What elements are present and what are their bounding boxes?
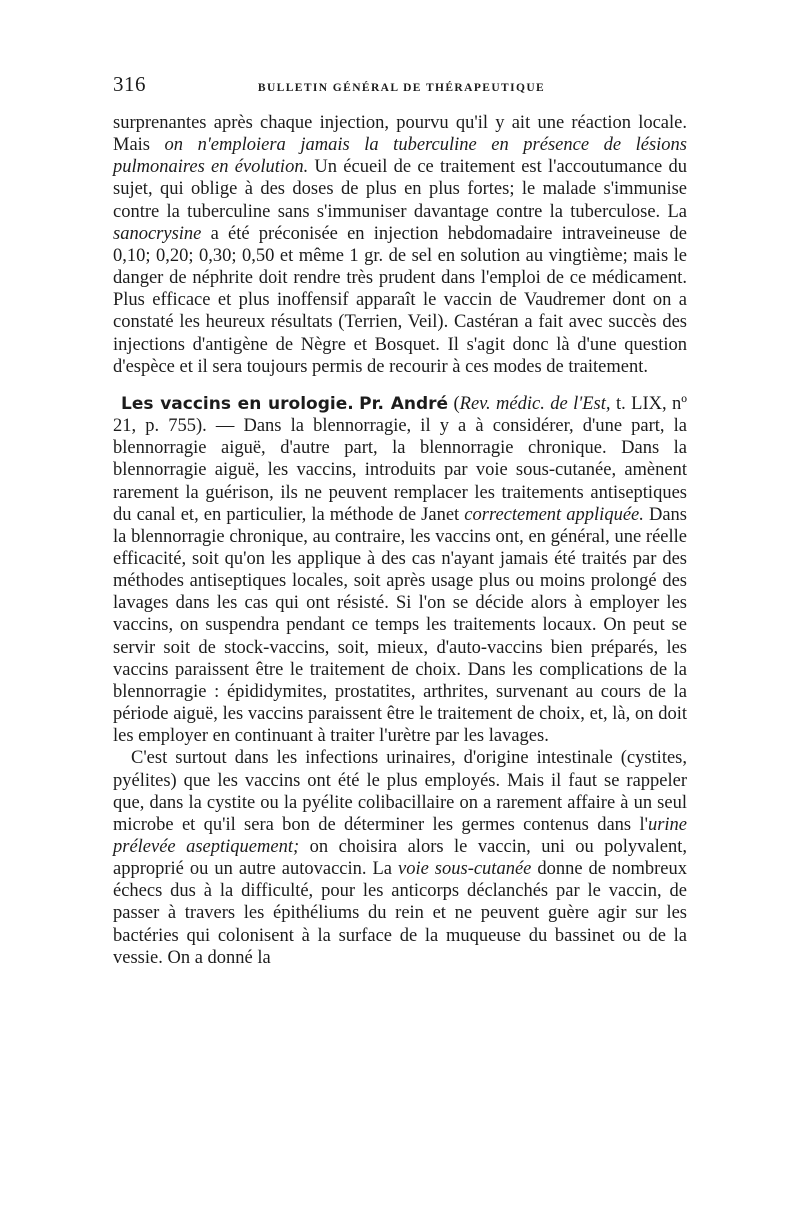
author-name: Pr. André bbox=[359, 393, 449, 414]
running-title: BULLETIN GÉNÉRAL DE THÉRAPEUTIQUE bbox=[257, 82, 546, 94]
paragraph-urinary-infections bbox=[113, 747, 687, 969]
text-run: Un écueil de ce traitement est l'accoutumance du sujet, qui oblige à des doses de plus en plus fortes; le malade s'immunise contre la tuberculine sans s'immuniser davantage contre la tuberculose. La bbox=[113, 157, 687, 222]
body-text bbox=[113, 112, 687, 969]
italic-run: on n'emploiera jamais la tuberculine en présence de lésions pulmonaires en évolution. bbox=[113, 135, 687, 178]
page-number: 316 bbox=[113, 72, 146, 96]
italic-run: correctement appliquée. bbox=[464, 504, 644, 525]
italic-run: urine prélevée aseptiquement; bbox=[113, 814, 687, 857]
journal-citation: Rev. médic. de l'Est, bbox=[459, 393, 611, 414]
text-run: C'est surtout dans les infections urinaires, d'origine intestinale (cystites, pyélites) que les vaccins ont été le plus employés. Mais il faut se rappeler que, dans la cystite ou la pyélite colibacillaire on a rarement affaire à un seul microbe et qu'il sera bon de déterminer les germes contenus dans l' bbox=[113, 748, 687, 835]
paragraph-urology-vaccines bbox=[113, 393, 687, 748]
text-run: ( bbox=[448, 393, 460, 414]
running-head bbox=[113, 72, 687, 97]
italic-run: voie sous-cutanée bbox=[398, 859, 532, 880]
text-run: surprenantes après chaque injection, pourvu qu'il y ait une réaction locale. Mais bbox=[113, 113, 687, 156]
text-run: Dans la blennorragie chronique, au contraire, les vaccins ont, en général, une réelle efficacité, soit qu'on les applique à des cas n'ayant jamais été traités par des méthodes antiseptiques locales, soit après usage plus ou moins prolongé des lavages dans les cas qui ont résisté. Si l'on se décide alors à employer les vaccins, on suspendra pendant ce temps les traitements locaux. On peut se servir soit de stock-vaccins, soit, mieux, d'auto-vaccins bien préparés, les vaccins paraissent être le traitement de choix. Dans les complications de la blennorragie : épididymites, prostatites, arthrites, survenant au cours de la période aiguë, les vaccins paraissent être le traitement de choix, et, là, on doit les employer en continuant à traiter l'urètre par les lavages. bbox=[113, 504, 687, 747]
text-run: donne de nombreux échecs dus à la difficulté, pour les anticorps déclanchés par le vaccin, de passer à travers les épithéliums du rein et ne peuvent guère agir sur les bactéries qui colonisent à la surface de la muqueuse du bassinet ou de la vessie. On a donné la bbox=[113, 859, 687, 968]
italic-run: sanocrysine bbox=[113, 223, 202, 244]
text-run: a été préconisée en injection hebdomadaire intraveineuse de 0,10; 0,20; 0,30; 0,50 et même 1 gr. de sel en solution au vingtième; mais le danger de néphrite doit rendre très prudent dans l'emploi de ce médicament. Plus efficace et plus inoffensif apparaît le vaccin de Vaudremer dont on a constaté les heureux résultats (Terrien, Veil). Castéran a fait avec succès des injections d'antigène de Nègre et Bosquet. Il s'agit donc là d'une question d'espèce et il sera toujours permis de recourir à ces modes de traitement. bbox=[113, 223, 687, 377]
text-run: on choisira alors le vaccin, uni ou polyvalent, approprié ou un autre autovaccin. La bbox=[113, 837, 687, 880]
text-run: t. LIX, nº 21, p. 755). — Dans la blennorragie, il y a à considérer, d'une part, la blennorragie aiguë, d'autre part, la blennorragie chronique. Dans la blennorragie aiguë, les vaccins, introduits par voie sous-cutanée, amènent rarement la guérison, ils ne peuvent remplacer les traitements antiseptiques du canal et, en particulier, la méthode de Janet bbox=[113, 393, 688, 525]
paragraph-tuberculin bbox=[113, 112, 687, 378]
section-heading: Les vaccins en urologie. bbox=[121, 393, 354, 414]
